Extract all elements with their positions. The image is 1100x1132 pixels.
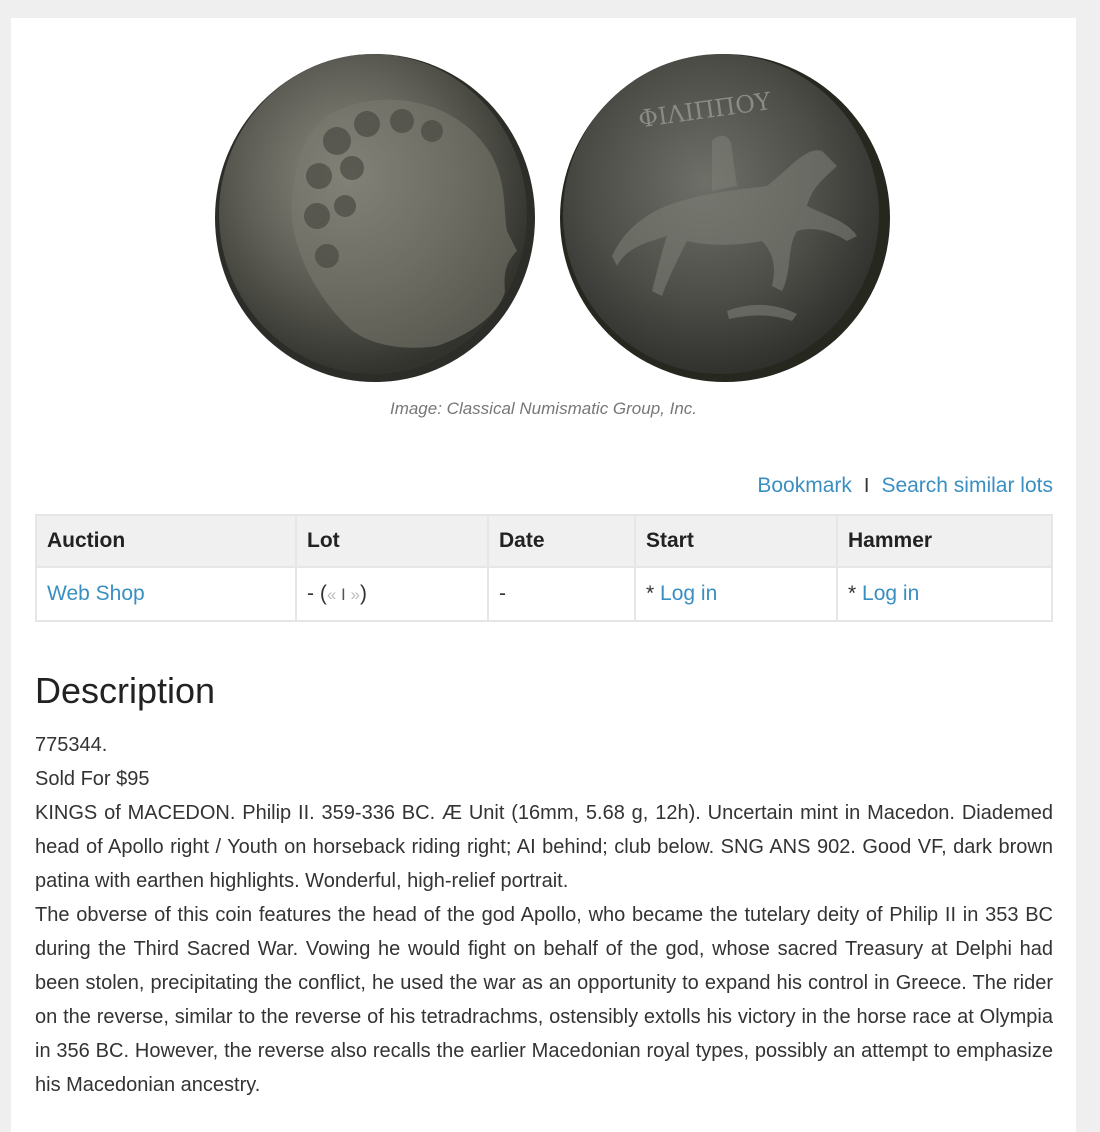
link-separator: I xyxy=(863,474,870,497)
description-body xyxy=(35,728,1053,1102)
lot-number: - ( xyxy=(307,582,327,605)
lot-summary: KINGS of MACEDON. Philip II. 359-336 BC. Æ Unit (16mm, 5.68 g, 12h). Uncertain mint in Macedon. Diademed head of Apollo right / Youth on horseback riding right; AI behind; club below. SNG ANS 902. Good VF, dark brown patina with earthen highlights. Wonderful, high-relief portrait. xyxy=(35,802,1053,892)
bookmark-link[interactable]: Bookmark xyxy=(757,474,852,497)
lot-nav-close: ) xyxy=(359,582,367,605)
cell-lot xyxy=(296,567,488,621)
start-login-link[interactable]: Log in xyxy=(660,582,718,605)
lot-actions xyxy=(757,474,1053,498)
header-start: Start xyxy=(635,515,837,567)
start-asterisk: * xyxy=(646,582,655,605)
web-shop-link[interactable]: Web Shop xyxy=(47,582,145,605)
lot-page xyxy=(11,18,1076,1132)
header-date: Date xyxy=(488,515,635,567)
coin-obverse xyxy=(215,54,535,382)
coin-image[interactable] xyxy=(207,46,897,384)
header-lot: Lot xyxy=(296,515,488,567)
image-caption: Image: Classical Numismatic Group, Inc. xyxy=(389,399,698,418)
cell-date: - xyxy=(488,567,635,621)
hammer-asterisk: * xyxy=(848,582,857,605)
cell-hammer xyxy=(837,567,1052,621)
cell-auction xyxy=(36,567,296,621)
sold-price: Sold For $95 xyxy=(35,768,150,790)
reverse-legend: ΦΙΛΙΠΠΟΥ xyxy=(636,87,773,134)
lot-commentary: The obverse of this coin features the head of the god Apollo, who became the tutelary deity of Philip II in 353 BC during the Third Sacred War. Vowing he would fight on behalf of the god, whose sacred Treasury at Delphi had been stolen, precipitating the conflict, he used the war as an opportunity to expand his control in Greece. The rider on the reverse, similar to the reverse of his tetradrachms, ostensibly extolls his victory in the horse race at Olympia in 356 BC. However, the reverse also recalls the earlier Macedonian royal types, possibly an attempt to emphasize his Macedonian ancestry. xyxy=(35,904,1053,1096)
lot-info-table xyxy=(35,514,1053,622)
table-row xyxy=(36,567,1052,621)
previous-lot-link[interactable]: « xyxy=(326,585,337,604)
cell-start xyxy=(635,567,837,621)
table-header-row xyxy=(36,515,1052,567)
next-lot-link[interactable]: » xyxy=(350,585,360,604)
description-heading: Description xyxy=(35,670,216,711)
header-auction: Auction xyxy=(36,515,296,567)
lot-id: 775344. xyxy=(35,734,108,756)
hammer-login-link[interactable]: Log in xyxy=(862,582,920,605)
search-similar-lots-link[interactable]: Search similar lots xyxy=(881,474,1053,497)
lot-nav-separator: I xyxy=(341,585,346,604)
header-hammer: Hammer xyxy=(837,515,1052,567)
coin-reverse xyxy=(560,54,890,382)
